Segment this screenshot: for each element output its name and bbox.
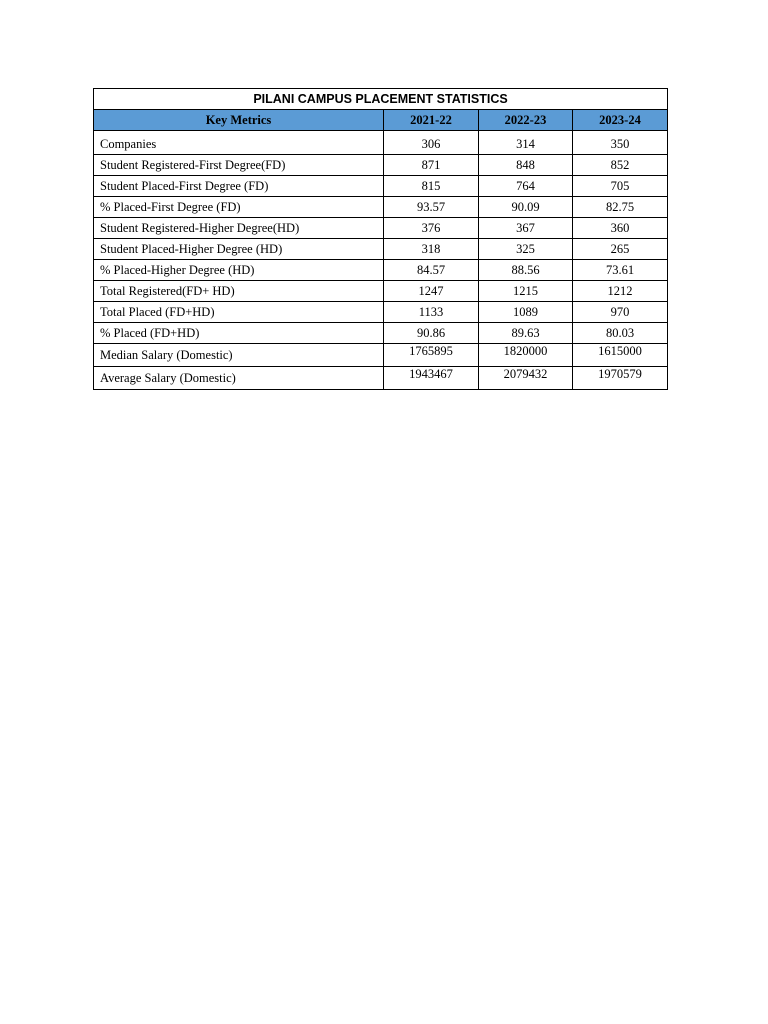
- column-header-2023-24: 2023-24: [573, 110, 668, 131]
- value-2021-22: 1765895: [384, 344, 479, 367]
- value-2023-24: 82.75: [573, 197, 668, 218]
- value-2022-23: 89.63: [479, 323, 573, 344]
- value-2023-24: 360: [573, 218, 668, 239]
- value-2021-22: 871: [384, 155, 479, 176]
- value-2021-22: 815: [384, 176, 479, 197]
- table-row: [94, 131, 668, 155]
- value-2023-24: 852: [573, 155, 668, 176]
- column-header-2022-23: 2022-23: [479, 110, 573, 131]
- table-row: [94, 281, 668, 302]
- placement-statistics-sheet: [93, 88, 667, 390]
- table-row: [94, 367, 668, 390]
- value-2021-22: 318: [384, 239, 479, 260]
- value-2021-22: 1247: [384, 281, 479, 302]
- value-2023-24: 1212: [573, 281, 668, 302]
- metric-label: Total Registered(FD+ HD): [94, 281, 384, 302]
- column-header-2021-22: 2021-22: [384, 110, 479, 131]
- value-2022-23: 1820000: [479, 344, 573, 367]
- value-2023-24: 350: [573, 131, 668, 155]
- value-2022-23: 325: [479, 239, 573, 260]
- metric-label: Student Registered-First Degree(FD): [94, 155, 384, 176]
- value-2021-22: 306: [384, 131, 479, 155]
- value-2021-22: 376: [384, 218, 479, 239]
- table-row: [94, 323, 668, 344]
- metric-label: Student Registered-Higher Degree(HD): [94, 218, 384, 239]
- table-title: PILANI CAMPUS PLACEMENT STATISTICS: [94, 89, 668, 110]
- table-header-row: [94, 110, 668, 131]
- value-2021-22: 1943467: [384, 367, 479, 390]
- value-2022-23: 314: [479, 131, 573, 155]
- metric-label: Median Salary (Domestic): [94, 344, 384, 367]
- table-row: [94, 176, 668, 197]
- table-row: [94, 302, 668, 323]
- placement-statistics-table: [93, 88, 668, 390]
- value-2023-24: 80.03: [573, 323, 668, 344]
- metric-label: Total Placed (FD+HD): [94, 302, 384, 323]
- value-2022-23: 1215: [479, 281, 573, 302]
- value-2022-23: 764: [479, 176, 573, 197]
- value-2023-24: 970: [573, 302, 668, 323]
- value-2023-24: 705: [573, 176, 668, 197]
- value-2021-22: 90.86: [384, 323, 479, 344]
- table-row: [94, 155, 668, 176]
- value-2023-24: 73.61: [573, 260, 668, 281]
- column-header-key-metrics: Key Metrics: [94, 110, 384, 131]
- table-row: [94, 260, 668, 281]
- table-row: [94, 197, 668, 218]
- metric-label: % Placed-Higher Degree (HD): [94, 260, 384, 281]
- value-2022-23: 88.56: [479, 260, 573, 281]
- value-2022-23: 848: [479, 155, 573, 176]
- value-2022-23: 90.09: [479, 197, 573, 218]
- value-2022-23: 2079432: [479, 367, 573, 390]
- value-2023-24: 1970579: [573, 367, 668, 390]
- metric-label: % Placed-First Degree (FD): [94, 197, 384, 218]
- metric-label: Companies: [94, 131, 384, 155]
- value-2023-24: 265: [573, 239, 668, 260]
- value-2023-24: 1615000: [573, 344, 668, 367]
- table-row: [94, 344, 668, 367]
- metric-label: % Placed (FD+HD): [94, 323, 384, 344]
- value-2021-22: 84.57: [384, 260, 479, 281]
- table-row: [94, 239, 668, 260]
- value-2021-22: 93.57: [384, 197, 479, 218]
- value-2022-23: 367: [479, 218, 573, 239]
- metric-label: Student Placed-Higher Degree (HD): [94, 239, 384, 260]
- metric-label: Student Placed-First Degree (FD): [94, 176, 384, 197]
- table-title-row: [94, 89, 668, 110]
- value-2021-22: 1133: [384, 302, 479, 323]
- value-2022-23: 1089: [479, 302, 573, 323]
- table-row: [94, 218, 668, 239]
- metric-label: Average Salary (Domestic): [94, 367, 384, 390]
